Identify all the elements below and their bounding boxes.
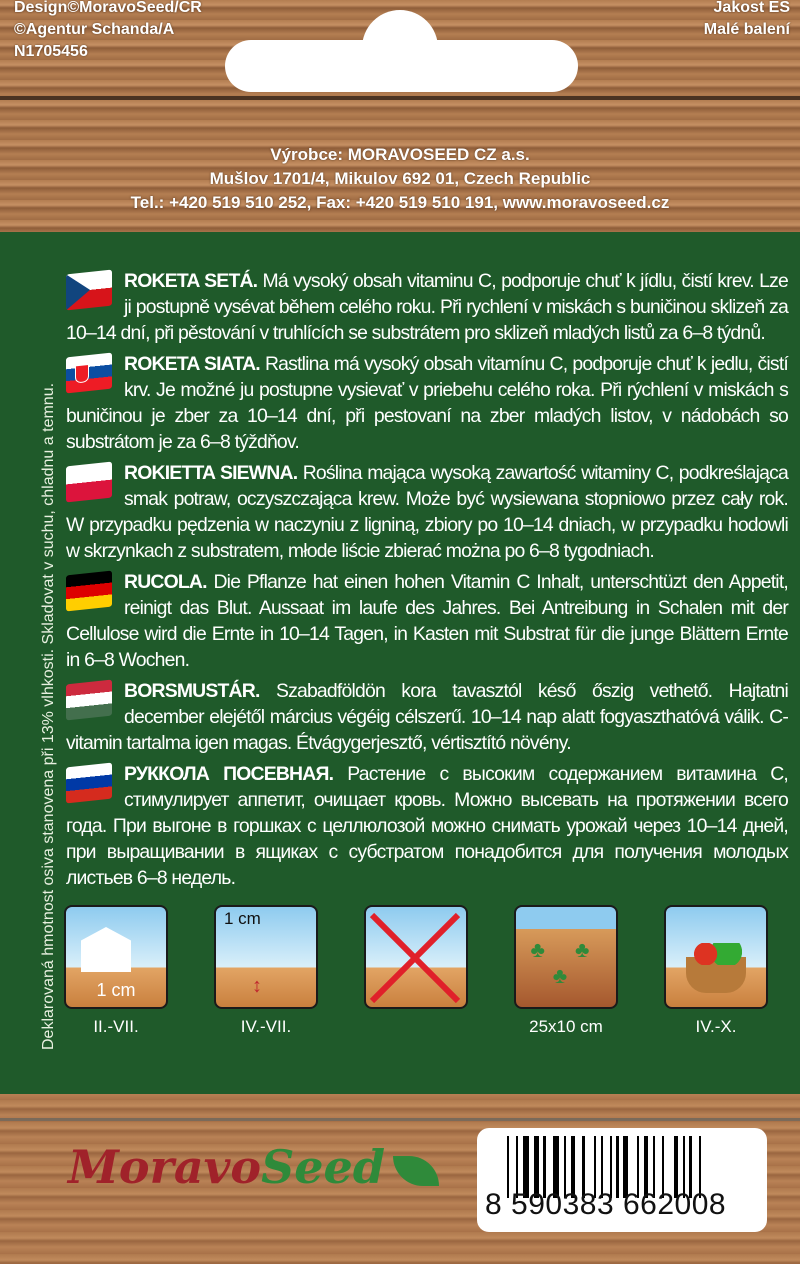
hanger-hole [225, 40, 578, 92]
description-title: ROKIETTA SIEWNA. [124, 462, 298, 484]
barcode-number: 8 590383 662008 [485, 1188, 727, 1221]
product-code: N1705456 [14, 43, 88, 60]
outdoor-sowing-icon [214, 905, 318, 1009]
plank-divider [0, 96, 800, 100]
harvest-basket-icon [664, 905, 768, 1009]
no-transplant-icon [364, 905, 468, 1009]
sowing-depth: 1 cm [96, 980, 136, 1000]
barcode [477, 1128, 767, 1232]
description-pl [66, 460, 788, 564]
description-de [66, 569, 788, 673]
description-sk [66, 351, 788, 455]
description-ru [66, 761, 788, 891]
russian-flag-icon [66, 763, 112, 804]
leaf-icon [393, 1156, 439, 1186]
description-text: Растение с высоким содержанием витамина С, стимулирует аппетит, очищает кровь. Можно высевать на протяжении всего года. При выгоне в горшках с целлюлозой можно снимать урожай через 10–14 дней, при выращивании в ящиках с субстратом понадобится для получения молодых листьев 6–8 недель. [66, 763, 788, 889]
german-flag-icon [66, 571, 112, 612]
cultivation-icons [0, 905, 800, 1051]
description-cz [66, 268, 788, 346]
manufacturer-info [0, 143, 800, 215]
manufacturer-contact: Tel.: +420 519 510 252, Fax: +420 519 510 191, www.moravoseed.cz [130, 193, 670, 212]
polish-flag-icon [66, 462, 112, 503]
greenhouse-sowing-icon [64, 905, 168, 1009]
description-title: ROKETA SIATA. [124, 353, 260, 375]
manufacturer-address: Mušlov 1701/4, Mikulov 692 01, Czech Republic [209, 169, 591, 188]
credit-design: Design©MoravoSeed/CR [14, 0, 202, 16]
credit-agency: ©Agentur Schanda/A [14, 21, 175, 38]
description-title: BORSMUSTÁR. [124, 680, 260, 702]
description-panel [0, 232, 800, 1094]
hungarian-flag-icon [66, 680, 112, 721]
manufacturer-name: Výrobce: MORAVOSEED CZ a.s. [270, 145, 530, 164]
logo-part-moravo: Moravo [68, 1140, 262, 1194]
plank-divider [0, 1118, 800, 1121]
sowing-depth: 1 cm [224, 909, 261, 928]
slovak-flag-icon [66, 353, 112, 394]
description-title: RUCOLA. [124, 571, 207, 593]
description-text: Die Pflanze hat einen hohen Vitamin C Inhalt, unterschtüzt den Appetit, reinigt das Blut. Aussaat im laufe des Jahres. Bei Antreibung in Schalen mit der Cellulose wird die Ernte in 10–14 Tagen, in Kasten mit Substrat für die junge Blättern Ernte in 6–8 Wochen. [66, 571, 788, 671]
description-hu [66, 678, 788, 756]
description-text: Roślina mająca wysoką zawartość witaminy C, podkreślająca smak potraw, oczyszczająca krew. Może być wysiewana stopniowo przez cały rok. W przypadku pędzenia w naczyniu z ligniną, zbiory po 10–14 dniach, w przypadku hodowli w skrzynkach z substratem, młode liście zbierać można po 6–8 tygodniach. [66, 462, 788, 562]
description-title: РУККОЛА ПОСЕВНАЯ. [124, 763, 334, 785]
description-text: Rastlina má vysoký obsah vitamínu C, podporuje chuť k jedlu, čistí krv. Je možné ju postupne vysievať v priebehu celého roka. Při rýchlení v miskách s buničinou je zber za 10–14 dní, při pestovaní na zber mladých listov, v nádobách so substrátom je za 6–8 týždňov. [66, 353, 788, 453]
depth-arrow-icon: ↕ [252, 975, 262, 997]
description-text: Szabadföldön kora tavasztól késő őszig vethető. Hajtatni december elejétől március végéig célszerű. 10–14 nap alatt fogyaszthatóvá válik. C- vitamin tartalma igen magas. Étvágygerjesztő, vértisztító növény. [66, 680, 788, 754]
wood-header [0, 0, 800, 232]
credits [14, 0, 202, 63]
plant-spacing-icon: ♣ ♣ ♣ [514, 905, 618, 1009]
description-text: Má vysoký obsah vitaminu C, podporuje chuť k jídlu, čistí krev. Lze ji postupně vysévat během celého roku. Při rychlení v miskách s buničinou sklizeň za 10–14 dní, při pěstování v truhlících se substrátem pro sklizeň mladých listů za 6–8 týdnů. [66, 270, 788, 344]
moravoseed-logo [68, 1140, 439, 1194]
description-title: ROKETA SETÁ. [124, 270, 258, 292]
czech-flag-icon [66, 270, 112, 311]
harvest-period: IV.-X. [695, 1017, 737, 1036]
quality-grade: Jakost ES [713, 0, 790, 16]
logo-part-seed: Seed [261, 1140, 385, 1194]
cross-icon [366, 907, 466, 1007]
storage-note: Deklarovaná hmotnost osiva stanovena při 13% vlhkosti. Skladovat v suchu, chladnu a temnu. [40, 382, 57, 1050]
descriptions [66, 268, 788, 891]
package-size: Malé balení [703, 21, 790, 38]
wood-footer [0, 1094, 800, 1264]
sowing-period: IV.-VII. [240, 1017, 292, 1036]
sowing-period: II.-VII. [93, 1017, 139, 1036]
quality-info [704, 0, 790, 41]
plant-spacing: 25x10 cm [529, 1017, 603, 1036]
